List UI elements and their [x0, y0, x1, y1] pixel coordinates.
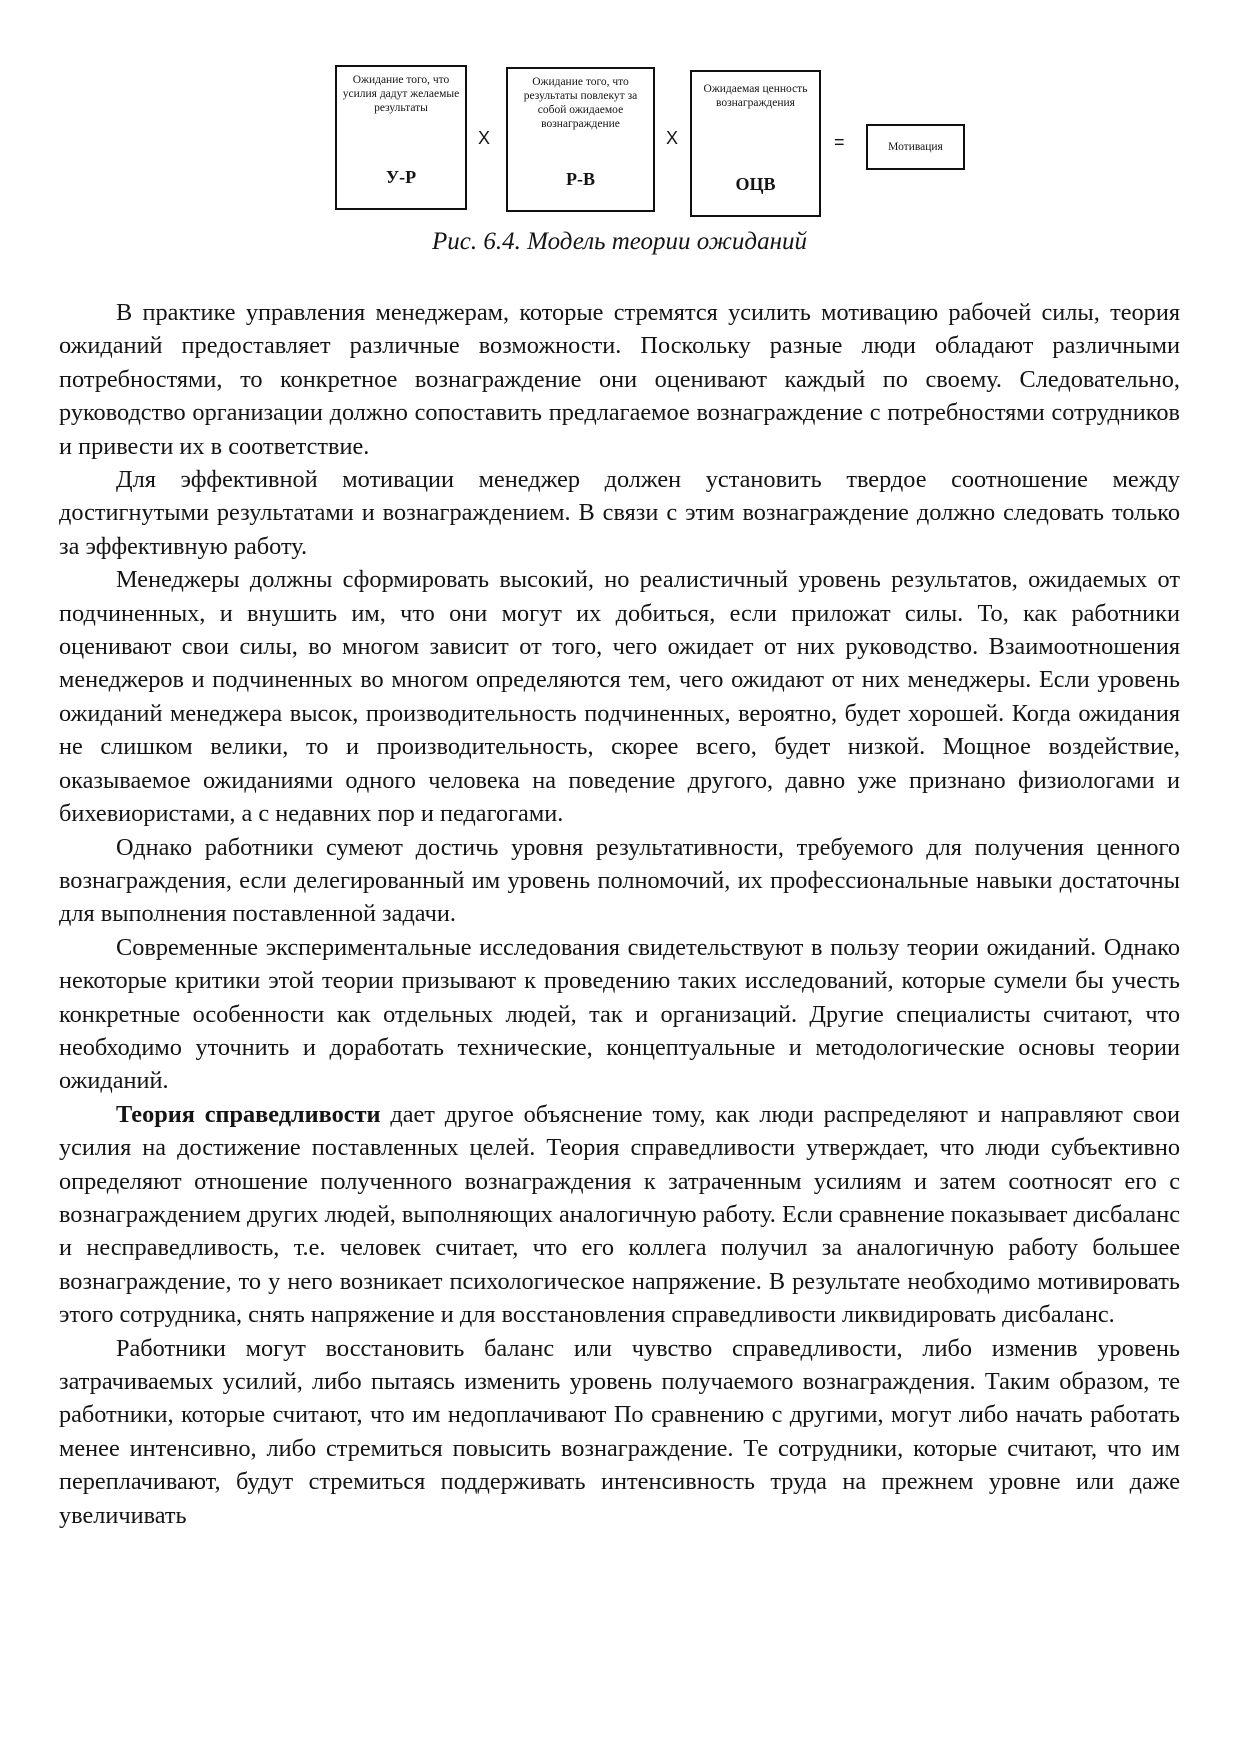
paragraph: Теория справедливости дает другое объяснение тому, как люди распределяют и направляют свои усилия на достижение поставленных целей. Теория справедливости утверждает, что люди субъективно определяют отношение полученного вознаграждения к затраченным усилиям и затем соотносят его с вознаграждением других людей, выполняющих аналогичную работу. Если сравнение показывает дисбаланс и несправедливость, т.е. человек считает, что его коллега получил за аналогичную работу большее вознаграждение, то у него возникает психологическое напряжение. В результате необходимо мотивировать этого сотрудника, снять напряжение и для восстановления справедливости ликвидировать дисбаланс. — [59, 1100, 1181, 1329]
paragraph: Однако работники сумеют достичь уровня результативности, требуемого для получения ценного вознаграждения, если делегированный им уровень полномочий, их профессиональные навыки достаточны для выполнения поставленной задачи. — [59, 833, 1180, 928]
term-equity-theory: Теория справедливости — [116, 1100, 381, 1128]
motivation-box — [866, 124, 965, 170]
paragraph: Для эффективной мотивации менеджер должен установить твердое соотношение между достигнутыми результатами и вознаграждением. В связи с этим вознаграждение должно следовать только за эффективную работу. — [59, 466, 1180, 560]
result-reward-code: Р-В — [566, 169, 595, 189]
result-reward-text: Ожидание того, что результаты повлекут за собой ожидаемое вознаграждение — [523, 76, 638, 130]
motivation-text: Мотивация — [888, 141, 943, 153]
figure-caption: Рис. 6.4. Модель теории ожиданий — [432, 228, 807, 255]
equals-sign: = — [834, 132, 845, 152]
effort-result-text: Ожидание того, что усилия дадут желаемые результаты — [342, 74, 460, 114]
body-text — [59, 296, 1180, 1532]
paragraph: Современные экспериментальные исследования свидетельствуют в пользу теории ожиданий. Однако некоторые критики этой теории призывают к проведению таких исследований, которые сумели бы учесть конкретные особенности как отдельных людей, так и организаций. Другие специалисты считают, что необходимо уточнить и доработать технические, концептуальные и методологические основы теории ожиданий. — [59, 933, 1180, 1095]
multiply-sign-1: X — [478, 128, 491, 148]
effort-result-code: У-Р — [385, 167, 417, 187]
effort-result-box — [335, 65, 467, 210]
reward-value-box — [690, 70, 821, 217]
result-reward-box — [506, 67, 655, 212]
paragraph: Работники могут восстановить баланс или чувство справедливости, либо изменив уровень затрачиваемых усилий, либо пытаясь изменить уровень получаемого вознаграждения. Таким образом, те работники, которые считают, что им недоплачивают По сравнению с другими, могут либо начать работать менее интенсивно, либо стремиться повысить вознаграждение. Те сотрудники, которые считают, что им переплачивают, будут стремиться поддерживать интенсивность труда на прежнем уровне или даже увеличивать — [59, 1334, 1180, 1529]
expectancy-model-diagram — [0, 0, 1239, 220]
multiply-sign-2: X — [666, 128, 679, 148]
paragraph: В практике управления менеджерам, которые стремятся усилить мотивацию рабочей силы, теория ожиданий предоставляет различные возможности. Поскольку разные люди обладают различными потребностями, то конкретное вознаграждение они оценивают каждый по своему. Следовательно, руководство организации должно сопоставить предлагаемое вознаграждение с потребностями сотрудников и привести их в соответствие. — [59, 299, 1180, 460]
reward-value-text: Ожидаемая ценность вознаграждения — [703, 83, 808, 109]
reward-value-code: ОЦВ — [735, 174, 776, 194]
paragraph: Менеджеры должны сформировать высокий, но реалистичный уровень результатов, ожидаемых от подчиненных, и внушить им, что они могут их добиться, если приложат силы. То, как работники оценивают свои силы, во многом зависит от того, чего ожидает от них руководство. Взаимоотношения менеджеров и подчиненных во многом определяются тем, чего ожидают от них менеджеры. Если уровень ожиданий менеджера высок, производительность подчиненных, вероятно, будет хорошей. Когда ожидания не слишком велики, то и производительность, скорее всего, будет низкой. Мощное воздействие, оказываемое ожиданиями одного человека на поведение другого, давно уже признано физиологами и бихевиористами, а с недавних пор и педагогами. — [59, 566, 1180, 828]
